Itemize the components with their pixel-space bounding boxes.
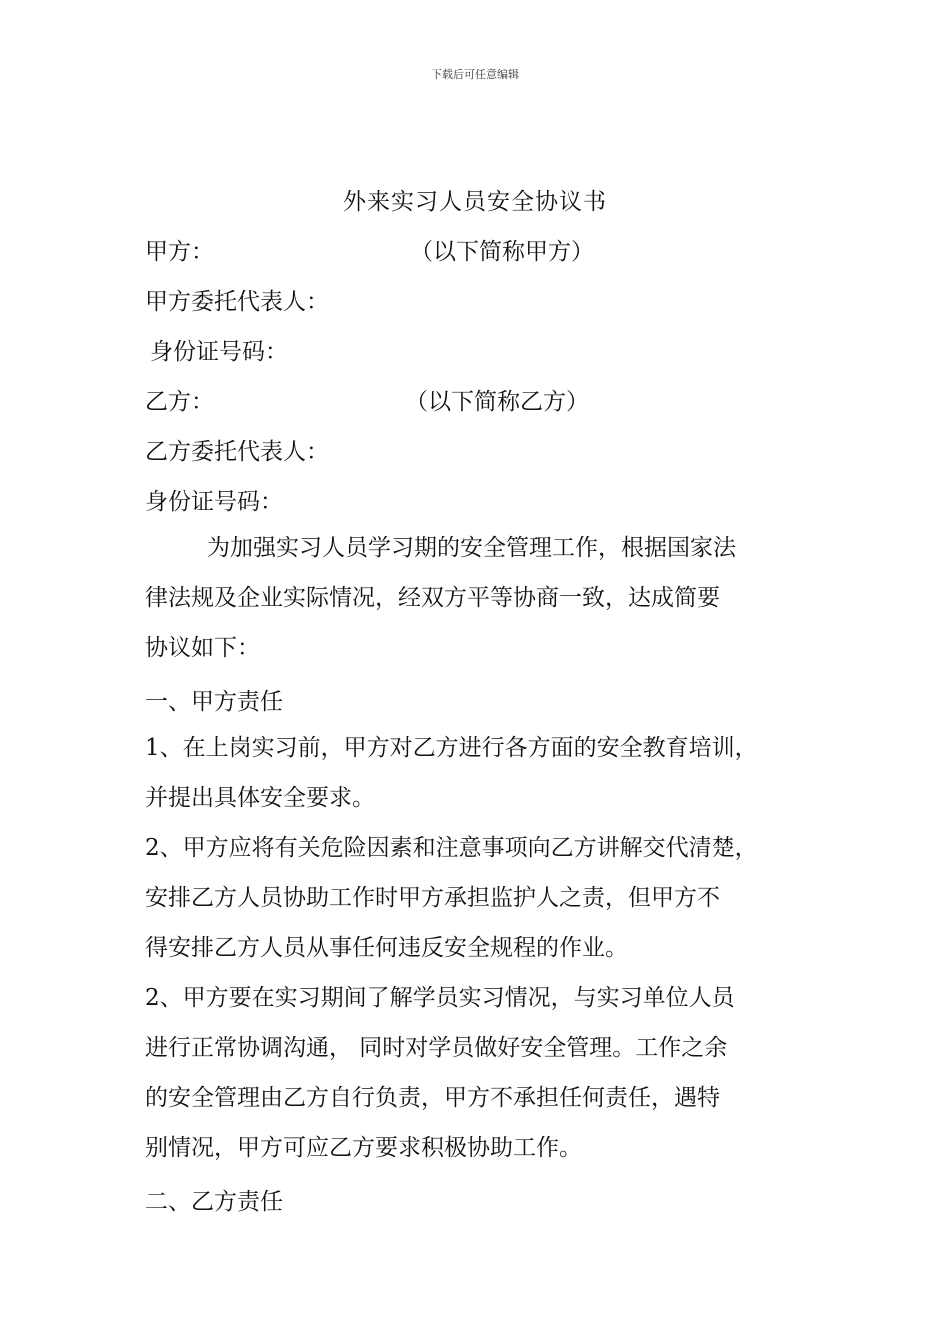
document-title: 外来实习人员安全协议书 <box>343 189 607 215</box>
intro-line: 协议如下： <box>145 635 260 661</box>
clause-2 <box>145 833 825 983</box>
section-heading-party-b: 二、乙方责任 <box>145 1189 283 1215</box>
party-a-label: 甲方： <box>145 239 214 265</box>
clause-line: 安排乙方人员协助工作时甲方承担监护人之责，但甲方不 <box>145 885 720 911</box>
clause-line: 1、在上岗实习前，甲方对乙方进行各方面的安全教育培训， <box>145 735 758 761</box>
party-b-note: （以下简称乙方） <box>405 389 589 415</box>
party-a-note: （以下简称甲方） <box>410 239 594 265</box>
intro-line: 律法规及企业实际情况，经双方平等协商一致，达成简要 <box>145 585 720 611</box>
clause-line: 得安排乙方人员从事任何违反安全规程的作业。 <box>145 935 628 961</box>
party-b-label: 乙方： <box>145 389 214 415</box>
party-b-representative: 乙方委托代表人： <box>145 439 329 465</box>
clause-3 <box>145 983 825 1183</box>
party-a-id-number: 身份证号码： <box>150 339 288 365</box>
clause-line: 别情况，甲方可应乙方要求积极协助工作。 <box>145 1135 582 1161</box>
clause-line: 2、甲方应将有关危险因素和注意事项向乙方讲解交代清楚， <box>145 835 758 861</box>
clause-line: 进行正常协调沟通， 同时对学员做好安全管理。工作之余 <box>145 1035 728 1061</box>
clause-1 <box>145 733 825 833</box>
clause-line: 的安全管理由乙方自行负责，甲方不承担任何责任，遇特 <box>145 1085 720 1111</box>
intro-line: 为加强实习人员学习期的安全管理工作，根据国家法 <box>207 535 736 561</box>
clause-line: 并提出具体安全要求。 <box>145 785 375 811</box>
page-header: 下载后可任意编辑 <box>431 68 519 81</box>
party-a-representative: 甲方委托代表人： <box>145 289 329 315</box>
intro-paragraph <box>145 533 825 683</box>
clause-line: 2、甲方要在实习期间了解学员实习情况，与实习单位人员 <box>145 985 735 1011</box>
party-b-id-number: 身份证号码： <box>145 489 283 515</box>
section-heading-party-a: 一、甲方责任 <box>145 689 283 715</box>
